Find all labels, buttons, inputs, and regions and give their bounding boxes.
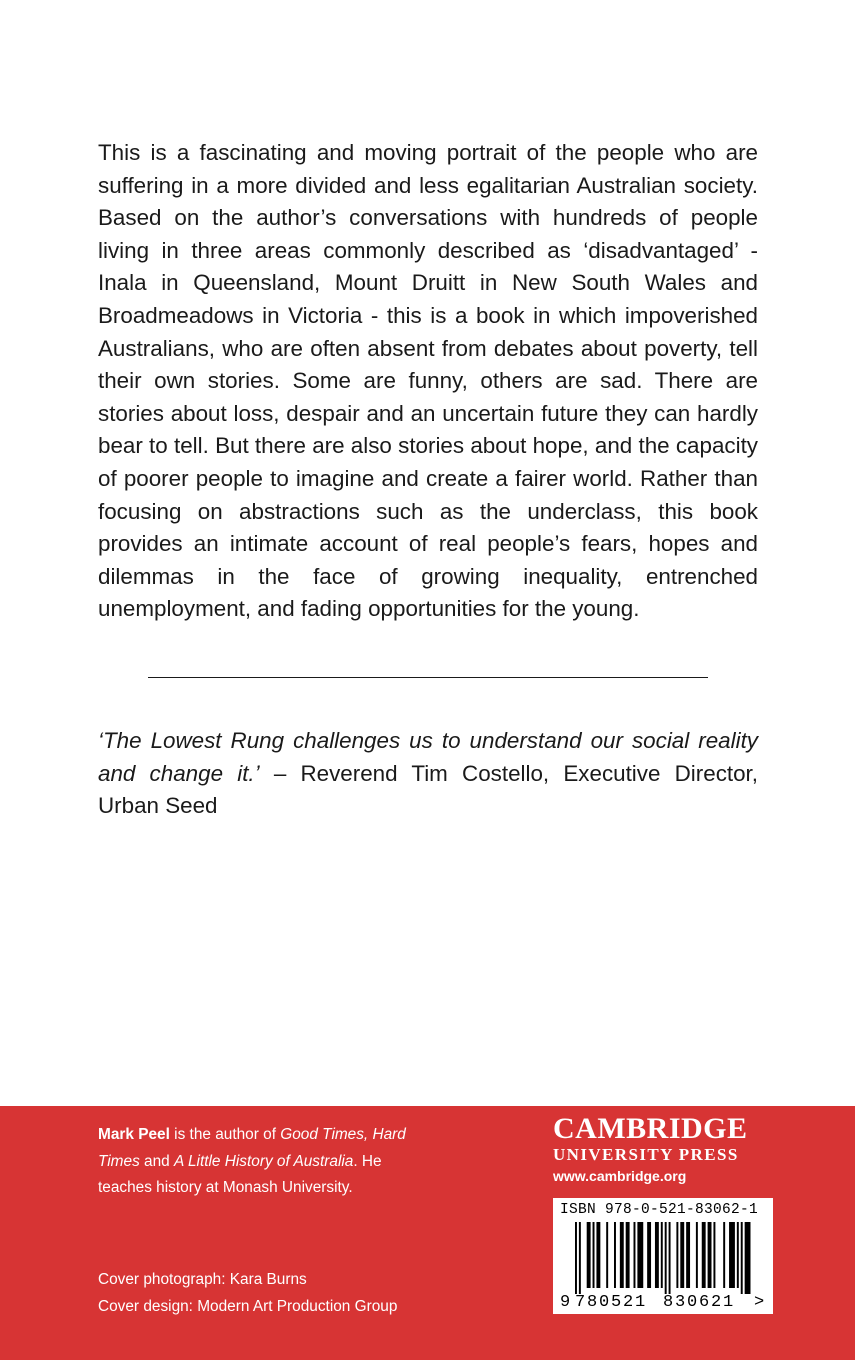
barcode-bar: [587, 1222, 591, 1288]
book-title: A Little History of Australia: [174, 1152, 354, 1170]
quote-attribution: – Reverend Tim Costello, Executive Director, Urban Seed: [98, 760, 758, 819]
barcode-bar: [593, 1222, 595, 1288]
barcode-bar: [702, 1222, 706, 1288]
author-bio: [98, 1122, 428, 1202]
publisher-name: CAMBRIDGE: [553, 1112, 748, 1145]
quote-text: ‘The Lowest Rung challenges us to understand our social reality and change it.’: [98, 728, 758, 786]
author-bio-text: . He teaches history at Monash University.: [98, 1152, 382, 1196]
publisher-logo: [553, 1112, 775, 1186]
section-divider: [148, 677, 708, 678]
footer-band: [0, 1106, 855, 1360]
barcode-bar: [696, 1222, 698, 1288]
barcode-bar: [647, 1222, 651, 1288]
barcode-bar: [713, 1222, 715, 1288]
author-bio-text: and: [139, 1152, 174, 1170]
barcode-bar: [637, 1222, 643, 1288]
photo-credit: Cover photograph: Kara Burns: [98, 1271, 307, 1288]
barcode-bar: [723, 1222, 725, 1288]
isbn-barcode: [553, 1198, 773, 1314]
barcode-bars: [553, 1222, 773, 1294]
author-bio-text: is the author of: [169, 1126, 281, 1143]
cover-credits: [98, 1267, 498, 1320]
barcode-bar: [575, 1222, 577, 1294]
barcode-bar: [596, 1222, 600, 1288]
barcode-bar: [634, 1222, 636, 1288]
publisher-url: www.cambridge.org: [553, 1168, 687, 1184]
barcode-bar: [626, 1222, 630, 1288]
barcode-bar: [680, 1222, 684, 1288]
barcode-bar: [729, 1222, 735, 1288]
barcode-bar: [686, 1222, 690, 1288]
barcode-lead-digit: 9: [560, 1293, 571, 1312]
barcode-digits-left: 780521: [575, 1293, 648, 1312]
endorsement-quote: [98, 725, 758, 823]
barcode-bar: [620, 1222, 624, 1288]
barcode-bar: [661, 1222, 663, 1288]
barcode-bar: [741, 1222, 743, 1294]
barcode-end-mark: >: [754, 1293, 765, 1312]
barcode-bar: [708, 1222, 712, 1288]
isbn-label: ISBN 978-0-521-83062-1: [560, 1202, 759, 1218]
barcode-bar: [614, 1222, 616, 1288]
barcode-bar: [606, 1222, 608, 1288]
barcode-digits-right: 830621: [663, 1293, 736, 1312]
back-cover-blurb: This is a fascinating and moving portrait of the people who are suffering in a more divided and less egalitarian Australian society. Based on the author’s conversations with hundreds of people living in three areas commonly described as ‘disadvantaged’ - Inala in Queensland, Mount Druitt in New South Wales and Broadmeadows in Victoria - this is a book in which impoverished Australians, who are often absent from debates about poverty, tell their own stories. Some are funny, others are sad. There are stories about loss, despair and an uncertain future they can hardly bear to tell. But there are also stories about hope, and the capacity of poorer people to imagine and create a fairer world. Rather than focusing on abstractions such as the underclass, this book provides an intimate account of real people’s fears, hopes and dilemmas in the face of growing inequality, entrenched unemployment, and fading opportunities for the young.: [98, 140, 758, 622]
barcode-bar: [737, 1222, 739, 1288]
publisher-subtitle: UNIVERSITY PRESS: [553, 1145, 739, 1164]
design-credit: Cover design: Modern Art Production Group: [98, 1297, 398, 1315]
barcode-bar: [676, 1222, 678, 1288]
barcode-bar: [665, 1222, 667, 1294]
barcode-bar: [745, 1222, 751, 1294]
barcode-bar: [579, 1222, 581, 1294]
barcode-bar: [669, 1222, 671, 1294]
author-name: Mark Peel: [98, 1126, 170, 1143]
book-title: Good Times, Hard Times: [98, 1126, 406, 1170]
barcode-bar: [655, 1222, 659, 1288]
